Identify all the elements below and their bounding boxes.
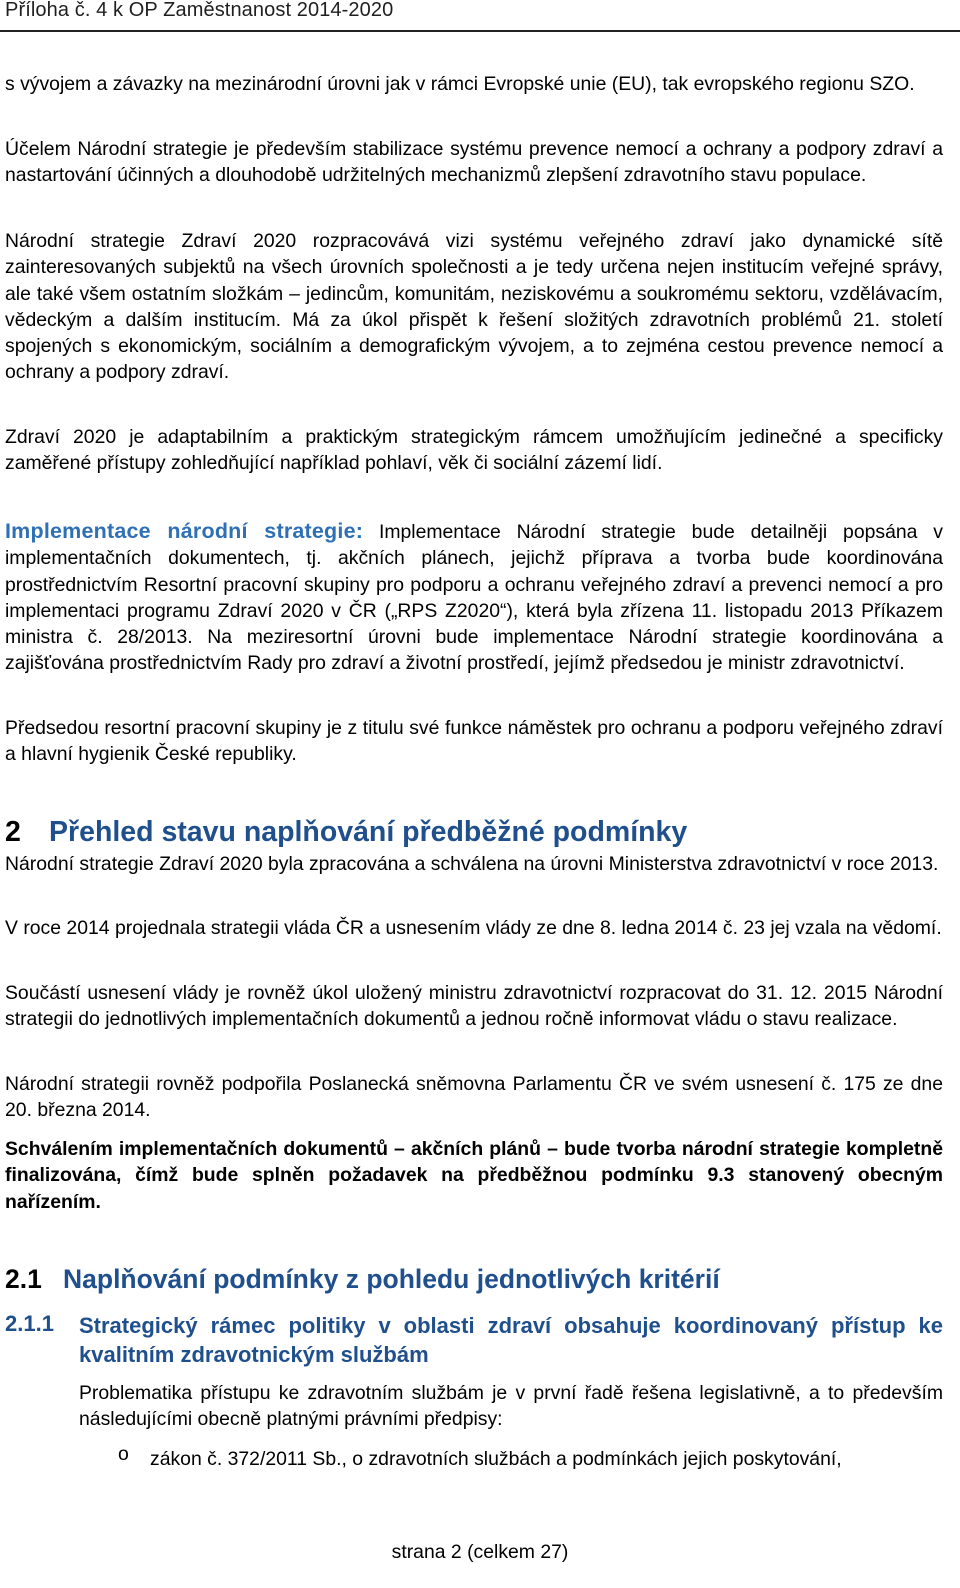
heading-text: Přehled stavu naplňování předběžné podmínky <box>49 816 688 848</box>
paragraph: Národní strategii rovněž podpořila Poslanecká sněmovna Parlamentu ČR ve svém usnesení č. 175 ze dne 20. března 2014. <box>5 1073 943 1122</box>
paragraph: Problematika přístupu ke zdravotním službám je v první řadě řešena legislativně, a to především následujícími obecně platnými právními předpisy: <box>79 1382 943 1431</box>
list-bullet: o <box>118 1443 129 1465</box>
section-heading-2-1-1: Strategický rámec politiky v oblasti zdraví obsahuje koordinovaný přístup ke kvalitním zdravotnickým službám <box>79 1313 943 1367</box>
paragraph: Národní strategie Zdraví 2020 byla zpracována a schválena na úrovni Ministerstva zdravotnictví v roce 2013. <box>5 853 939 875</box>
section-heading-2-1 <box>5 1264 720 1295</box>
header-rule <box>0 30 960 32</box>
heading-number: 2.1.1 <box>5 1311 54 1336</box>
paragraph-bold: Schválením implementačních dokumentů – akčních plánů – bude tvorba národní strategie kompletně finalizována, čímž bude splněn požadavek na předběžnou podmínku 9.3 stanovený obecným nařízením. <box>5 1138 943 1213</box>
page-header: Příloha č. 4 k OP Zaměstnanost 2014-2020 <box>5 0 394 21</box>
heading-number: 2.1 <box>5 1264 42 1294</box>
list-item: zákon č. 372/2011 Sb., o zdravotních službách a podmínkách jejich poskytování, <box>150 1448 842 1470</box>
heading-text: Naplňování podmínky z pohledu jednotlivých kritérií <box>63 1264 720 1294</box>
heading-number: 2 <box>5 816 21 848</box>
inline-heading: Implementace národní strategie: <box>5 519 364 543</box>
page-footer: strana 2 (celkem 27) <box>391 1541 569 1563</box>
paragraph: Předsedou resortní pracovní skupiny je z titulu své funkce náměstek pro ochranu a podporu veřejného zdraví a hlavní hygienik České republiky. <box>5 717 943 766</box>
paragraph: Součástí usnesení vlády je rovněž úkol uložený ministru zdravotnictví rozpracovat do 31. 12. 2015 Národní strategii do jednotlivých implementačních dokumentů a jednou ročně informovat vládu o stavu realizace. <box>5 982 943 1031</box>
paragraph: Zdraví 2020 je adaptabilním a praktickým strategickým rámcem umožňujícím jedinečné a specificky zaměřené přístupy zohledňující například pohlaví, věk či sociální zázemí lidí. <box>5 426 943 475</box>
paragraph-text: Implementace Národní strategie bude detailněji popsána v implementačních dokumentech, tj. akčních plánech, jejichž příprava a tvorba bude koordinována prostřednictvím Resortní pracovní skupiny pro podporu a ochranu veřejného zdraví a prevenci nemocí a pro implementaci programu Zdraví 2020 v ČR („RPS Z2020“), která byla zřízena 11. listopadu 2013 Příkazem ministra č. 28/2013. Na meziresortní úrovni bude implementace Národní strategie koordinována a zajišťována prostřednictvím Rady pro zdraví a životní prostředí, jejímž předsedou je ministr zdravotnictví. <box>5 521 943 675</box>
paragraph: V roce 2014 projednala strategii vláda ČR a usnesením vlády ze dne 8. ledna 2014 č. 23 jej vzala na vědomí. <box>5 917 942 939</box>
paragraph-implementation <box>5 518 943 677</box>
paragraph: s vývojem a závazky na mezinárodní úrovni jak v rámci Evropské unie (EU), tak evropského regionu SZO. <box>5 73 915 95</box>
section-heading-2 <box>5 816 687 849</box>
paragraph: Účelem Národní strategie je především stabilizace systému prevence nemocí a ochrany a podpory zdraví a nastartování účinných a dlouhodobě udržitelných mechanizmů zlepšení zdravotního stavu populace. <box>5 138 943 187</box>
paragraph: Národní strategie Zdraví 2020 rozpracovává vizi systému veřejného zdraví jako dynamické sítě zainteresovaných subjektů na všech úrovních společnosti a je tedy určena nejen institucím veřejné správy, ale také všem ostatním složkám – jedincům, komunitám, neziskovému a soukromému sektoru, vzdělávacím, vědeckým a dalším institucím. Má za úkol přispět k řešení složitých zdravotních problémů 21. století spojených s ekonomickým, sociálním a demografickým vývojem, a to zejména cestou prevence nemocí a ochrany a podpory zdraví. <box>5 230 943 384</box>
